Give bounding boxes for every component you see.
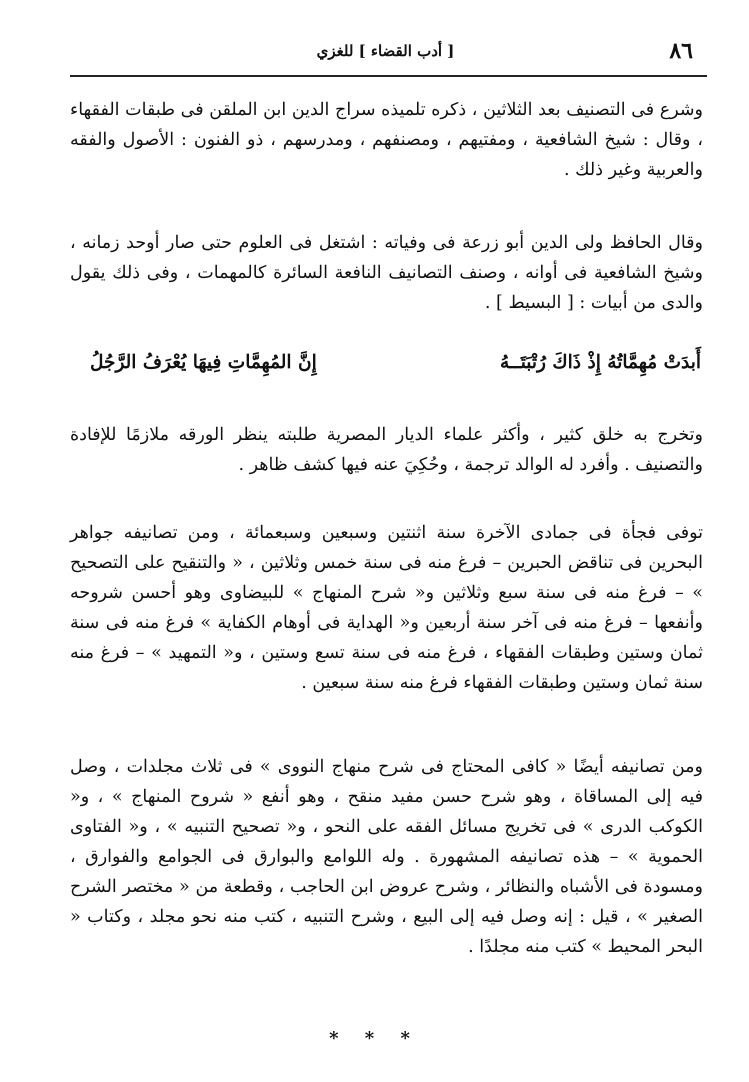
paragraph-3 [70,420,703,480]
paragraph-text: ومن تصانيفه أيضًا « كافى المحتاج فى شرح منهاج النووى » فى ثلاث مجلدات ، وصل فيه إلى المساقاة ، وهو شرح حسن مفيد منقح ، وهو أنفع « شروح المنهاج » ، و« الكوكب الدرى » فى تخريج مسائل الفقه على النحو ، و« تصحيح التنبيه » ، و« الفتاوى الحموية » – هذه تصانيفه المشهورة . وله اللوامع والبوارق فى الجوامع والفوارق ، ومسودة فى الأشباه والنظائر ، وشرح عروض ابن الحاجب ، وقطعة من « مختصر الشرح الصغير » ، قيل : إنه وصل فيه إلى البيع ، وشرح التنبيه ، كتب منه نحو مجلد ، وكتاب « البحر المحيط » كتب منه مجلدًا . [70,757,704,957]
paragraph-1 [70,95,703,185]
paragraph-text: وشرع فى التصنيف بعد الثلاثين ، ذكره تلميذه سراج الدين ابن الملقن فى طبقات الفقهاء ، وقال : شيخ الشافعية ، ومفتيهم ، ومصنفهم ، ومدرسهم ، ذو الفنون : الأصول والفقه والعربية وغير ذلك . [70,100,703,180]
paragraph-text: وتخرج به خلق كثير ، وأكثر علماء الديار المصرية طلبته ينظر الورقه ملازمًا للإفادة والتصنيف . وأفرد له الوالد ترجمة ، وحُكِيَ عنه فيها كشف ظاهر . [70,425,703,475]
paragraph-text: وقال الحافظ ولى الدين أبو زرعة فى وفياته : اشتغل فى العلوم حتى صار أوحد زمانه ، وشيخ الشافعية فى أوانه ، وصنف التصانيف النافعة السائرة كالمهمات ، وفى ذلك يقول والدى من أبيات : [ البسيط ] . [70,233,703,313]
page-header [70,34,701,74]
paragraph-text: توفى فجأة فى جمادى الآخرة سنة اثنتين وسبعين وسبعمائة ، ومن تصانيفه جواهر البحرين فى تناقض الحبرين – فرغ منه فى سنة خمس وثلاثين ، « والتنقيح على التصحيح » – فرغ منه فى سنة سبع وثلاثين و« شرح المنهاج » للبيضاوى وهو أحسن شروحه وأنفعها – فرغ منه فى آخر سنة أربعين و« الهداية فى أوهام الكفاية » فرغ منه فى سنة ثمان وستين وطبقات الفقهاء ، فرغ منه فى سنة تسع وستين ، و« التمهيد » – فرغ منه سنة ثمان وستين وطبقات الفقهاء فرغ منه سنة سبعين . [70,523,704,693]
running-title: [ أدب القضاء ] للغزي [316,42,455,60]
second-hemistich: إِنَّ المُهِمَّاتِ فِيهَا يُعْرَفُ الرَّجُلُ [90,352,317,373]
poetry-verse [90,352,701,388]
first-hemistich: أَبدَتْ مُهِمَّاتُهُ إِذْ ذَاكَ رُتْبَتَــهُ [499,352,701,373]
header-rule [70,75,707,77]
page-number: ٨٦ [669,38,693,64]
paragraph-4 [70,518,703,698]
section-end-ornament: * * * [329,1028,420,1049]
paragraph-2 [70,228,703,318]
paragraph-5 [70,752,703,962]
